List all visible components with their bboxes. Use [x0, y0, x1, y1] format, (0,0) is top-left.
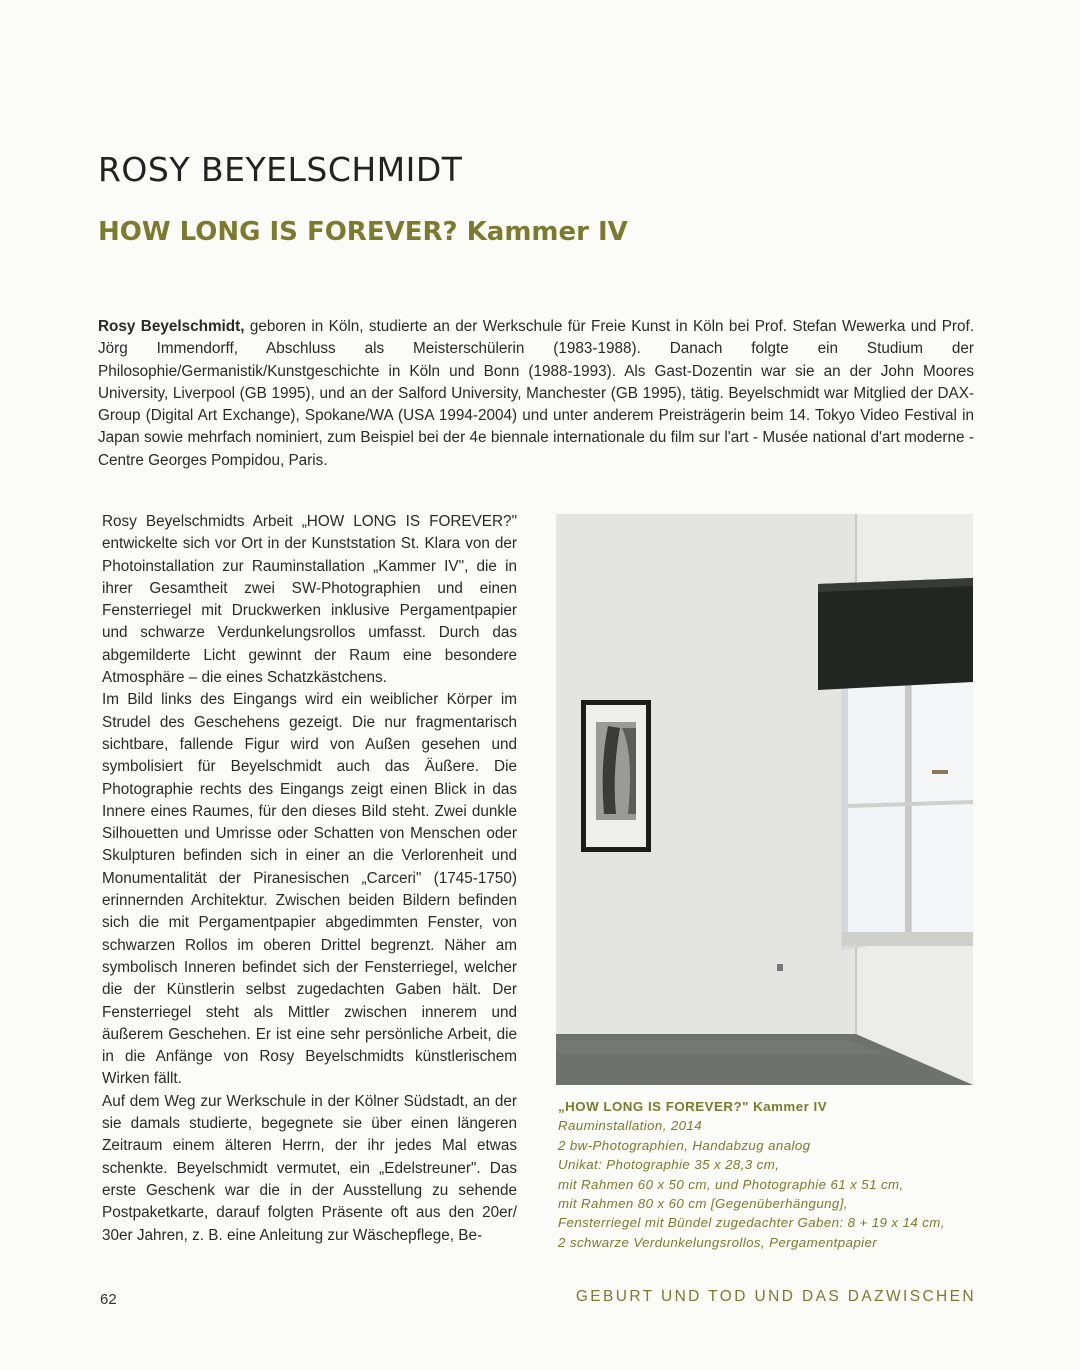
body-paragraph-3: Auf dem Weg zur Werkschule in der Kölner Südstadt, an der sie damals studierte, begegnete sie über einen längeren Zeitraum einem älteren Herrn, der ihr jedes Mal etwas schenkte. Beyelschmidt vermutet, ein „Edelstreuner". Das erste Geschenk war die in der Ausstellung zu sehende Postpaketkarte, darauf folgten Präsente oft aus den 20er/ 30er Jahren, z. B. eine Anleitung zur Wäschepflege, Be-: [102, 1092, 517, 1244]
body-paragraph-1: Rosy Beyelschmidts Arbeit „HOW LONG IS FOREVER?" entwickelte sich vor Ort in der Kunststation St. Klara von der Photoinstallation zur Rauminstallation „Kammer IV", die in ihrer Gesamtheit zwei SW-Photographien und einen Fensterriegel mit Druckwerken inklusive Pergamentpapier und schwarze Verdunkelungsrollos umfasst. Durch das abgemilderte Licht gewinnt der Raum eine besondere Atmosphäre – die eines Schatzkästchens.: [102, 513, 517, 687]
caption-title: „HOW LONG IS FOREVER?" Kammer IV: [558, 1099, 828, 1114]
caption-line: Fensterriegel mit Bündel zugedachter Gaben: 8 + 19 x 14 cm,: [558, 1215, 945, 1231]
caption-line: mit Rahmen 60 x 50 cm, und Photographie 61 x 51 cm,: [558, 1176, 904, 1192]
caption-line: mit Rahmen 80 x 60 cm [Gegenüberhängung],: [558, 1196, 848, 1212]
photo-caption: [558, 1097, 978, 1252]
caption-line: Unikat: Photographie 35 x 28,3 cm,: [558, 1157, 780, 1173]
body-text: [102, 511, 517, 1247]
caption-line: 2 bw-Photographien, Handabzug analog: [558, 1137, 811, 1153]
bio-name: Rosy Beyelschmidt,: [98, 318, 245, 335]
page-number: 62: [100, 1291, 117, 1308]
bio-text: geboren in Köln, studierte an der Werkschule für Freie Kunst in Köln bei Prof. Stefan Wewerka und Prof. Jörg Immendorff, Abschluss als Meisterschülerin (1983-1988). Danach folgte ein Studium der Philosophie/Germanistik/Kunstgeschichte in Köln und Bonn (1988-1993). Als Gast-Dozentin war sie an der John Moores University, Liverpool (GB 1995), und an der Salford University, Manchester (GB 1995), tätig. Beyelschmidt war Mitglied der DAX-Group (Digital Art Exchange), Spokane/WA (USA 1994-2004) und unter anderem Preisträgerin beim 14. Tokyo Video Festival in Japan sowie mehrfach nominiert, zum Beispiel bei der 4e biennale internationale du film sur l'art - Musée national d'art moderne - Centre Georges Pompidou, Paris.: [98, 318, 975, 469]
caption-line: Rauminstallation, 2014: [558, 1118, 703, 1134]
room-illustration: [556, 514, 973, 1085]
running-footer: GEBURT UND TOD UND DAS DAZWISCHEN: [575, 1288, 976, 1305]
caption-line: 2 schwarze Verdunkelungsrollos, Pergamentpapier: [558, 1234, 878, 1250]
installation-photo: [556, 514, 973, 1085]
artist-bio: [98, 316, 974, 472]
artist-name: ROSY BEYELSCHMIDT: [98, 150, 463, 189]
body-paragraph-2: Im Bild links des Eingangs wird ein weiblicher Körper im Strudel des Geschehens gezeigt. Die nur fragmentarisch sichtbare, fallende Figur wird von Außen gesehen und symbolisiert für Beyelschmidt auch das Äußere. Die Photographie rechts des Eingangs zeigt einen Blick in das Innere eines Raumes, für den dieses Bild steht. Zwei dunkle Silhouetten und Umrisse oder Schatten von Menschen oder Skulpturen befinden sich in einer an die Verlorenheit und Monumentalität der Piranesischen „Carceri" (1745-1750) erinnernden Architektur. Zwischen beiden Bildern befinden sich die mit Pergamentpapier abgedimmten Fenster, von schwarzen Rollos im oberen Drittel begrenzt. Näher am symbolisch Inneren befindet sich der Fensterriegel, welcher die der Künstlerin selbst zugedachten Gaben hält. Der Fensterriegel steht als Mittler zwischen innerem und äußerem Geschehen. Er ist eine sehr persönliche Arbeit, die in die Anfänge von Rosy Beyelschmidts künstlerischem Wirken fällt.: [102, 691, 517, 1088]
work-title: HOW LONG IS FOREVER? Kammer IV: [98, 217, 628, 247]
